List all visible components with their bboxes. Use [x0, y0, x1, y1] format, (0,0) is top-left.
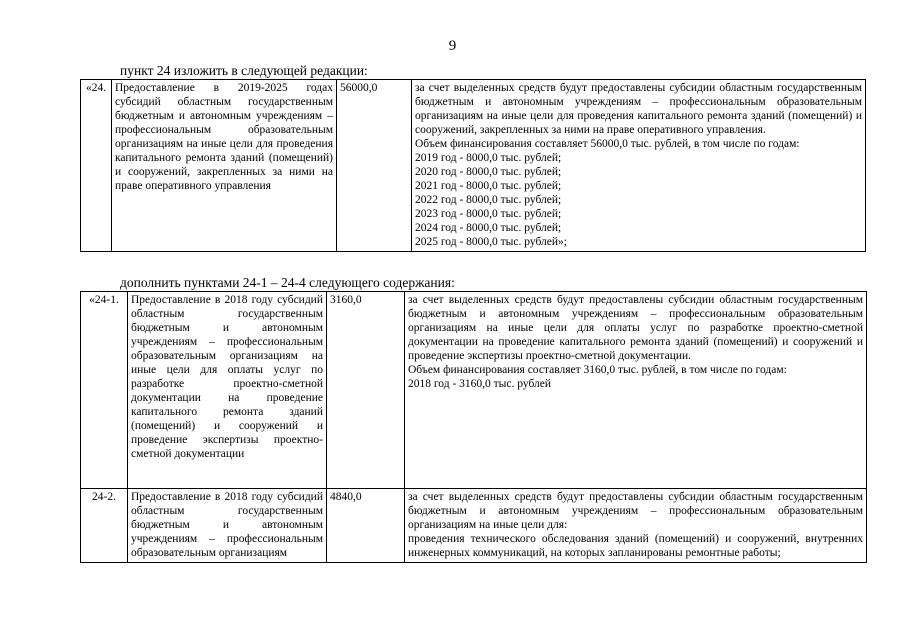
intro-text-items-24-1-24-4: дополнить пунктами 24-1 – 24-4 следующего содержания: — [120, 275, 455, 290]
intro-text-item-24: пункт 24 изложить в следующей редакции: — [120, 63, 368, 78]
year-line: 2019 год - 8000,0 тыс. рублей; — [415, 152, 562, 164]
table-items-24-1-24-2 — [80, 291, 867, 563]
financing-text: Объем финансирования составляет 56000,0 тыс. рублей, в том числе по годам: — [415, 138, 800, 150]
item-description: Предоставление в 2018 году субсидий областным государственным бюджетным и автономным учреждениям – профессиональным образовательным организациям — [128, 489, 327, 563]
item-details — [405, 489, 867, 563]
item-details-text: за счет выделенных средств будут предоставлены субсидии областным государственным бюджетным и автономным учреждениям – профессиональным образовательным организациям на иные цели для проведения капитального ремонта зданий (помещений) и сооружений, закрепленных за ними на праве оперативного управления. — [415, 82, 862, 136]
item-description: Предоставление в 2018 году субсидий областным государственным бюджетным и автономным учреждениям – профессиональным образовательным организациям на иные цели для оплаты услуг по разработке проектно-сметной документации на проведение капитального ремонта зданий (помещений) и сооружений и проведение экспертизы проектно-сметной документации — [128, 292, 327, 489]
item-number: «24. — [81, 80, 112, 252]
item-details-text: за счет выделенных средств будут предоставлены субсидии областным государственным бюджетным и автономным учреждениям – профессиональным образовательным организациям на иные цели для: — [408, 491, 863, 531]
table-items-24-1-24-2-wrapper — [80, 291, 870, 576]
year-line: 2021 год - 8000,0 тыс. рублей; — [415, 180, 562, 192]
year-line: 2020 год - 8000,0 тыс. рублей; — [415, 166, 562, 178]
item-details-text-2: проведения технического обследования зданий (помещений) и сооружений, внутренних инженерных коммуникаций, на которых запланированы ремонтные работы; — [408, 533, 863, 559]
year-line: 2023 год - 8000,0 тыс. рублей; — [415, 208, 562, 220]
item-details — [412, 80, 866, 252]
table-row — [81, 80, 866, 252]
item-amount: 4840,0 — [327, 489, 405, 563]
item-details — [405, 292, 867, 489]
year-line: 2022 год - 8000,0 тыс. рублей; — [415, 194, 562, 206]
page-number: 9 — [448, 38, 457, 54]
item-number: 24-2. — [81, 489, 128, 563]
year-line: 2018 год - 3160,0 тыс. рублей — [408, 378, 552, 390]
item-number: «24-1. — [81, 292, 128, 489]
item-details-text: за счет выделенных средств будут предоставлены субсидии областным государственным бюджетным и автономным учреждениям – профессиональным образовательным организациям на иные цели для оплаты услуг по разработке проектно-сметной документации на проведение капитального ремонта зданий (помещений) и сооружений и проведение экспертизы проектно-сметной документации. — [408, 294, 863, 362]
item-amount: 56000,0 — [337, 80, 412, 252]
table-row — [81, 489, 867, 563]
table-row — [81, 292, 867, 489]
item-description: Предоставление в 2019-2025 годах субсидий областным государственным бюджетным и автономным учреждениям – профессиональным образовательным организациям на иные цели для проведения капитального ремонта зданий (помещений) и сооружений, закрепленных за ними на праве оперативного управления — [112, 80, 337, 252]
table-item-24 — [80, 79, 866, 252]
year-line: 2024 год - 8000,0 тыс. рублей; — [415, 222, 562, 234]
financing-text: Объем финансирования составляет 3160,0 тыс. рублей, в том числе по годам: — [408, 364, 787, 376]
year-line: 2025 год - 8000,0 тыс. рублей»; — [415, 236, 567, 248]
item-amount: 3160,0 — [327, 292, 405, 489]
